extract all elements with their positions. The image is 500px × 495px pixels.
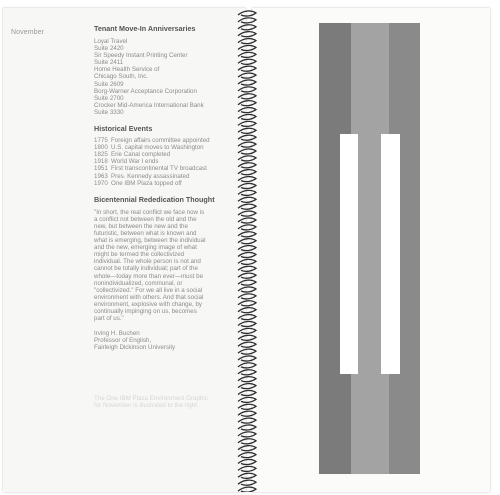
spiral-coil: [238, 321, 256, 326]
event-row: [94, 180, 240, 187]
event-text: Foreign affairs committee appointed: [111, 137, 210, 145]
quote-line: "collectivized." For we all live in a social: [94, 286, 203, 294]
spiral-coil: [238, 135, 256, 140]
quote-line: continually impinging on us, becomes: [94, 308, 197, 315]
quote-line: part of us.": [94, 315, 124, 323]
tenant-line: Borg-Warner Acceptance Corporation: [94, 87, 197, 95]
quote-line: might be termed the collectivized: [94, 251, 185, 259]
event-text: First transcontinental TV broadcast: [111, 165, 207, 173]
spiral-coil: [238, 384, 256, 389]
spiral-coil: [238, 204, 256, 209]
spiral-coil: [238, 397, 256, 402]
quote-line: new, but between the new and the: [94, 222, 188, 230]
spiral-coil: [238, 466, 256, 471]
quote-line: futuristic, between what is known and: [94, 229, 197, 237]
spiral-coil: [238, 101, 256, 106]
spiral-coil: [238, 418, 256, 423]
spiral-coil: [238, 108, 256, 113]
quote-line: what is emerging, between the individual: [94, 237, 206, 245]
spiral-coil: [238, 59, 256, 64]
event-row: [94, 151, 240, 158]
quote-line: environment, explosive with change, by: [94, 300, 202, 308]
spiral-coil: [238, 190, 256, 195]
quote-line: whole—today more than ever—must be: [94, 272, 204, 280]
spiral-coil: [238, 287, 256, 292]
spiral-coil: [238, 349, 256, 354]
event-text: Erie Canal completed: [111, 151, 171, 159]
tenant-line: Crocker Mid-America International Bank: [94, 101, 204, 109]
spiral-coil: [238, 266, 256, 271]
quote-line: nonindividualized, communal, or: [94, 279, 183, 287]
event-row: [94, 137, 240, 144]
spiral-coil: [238, 211, 256, 216]
spiral-coil: [238, 52, 256, 57]
event-row: [94, 173, 240, 180]
byline-line: Fairleigh Dickinson University: [94, 344, 176, 352]
event-year: 1775: [94, 137, 108, 145]
spiral-coil: [238, 487, 256, 492]
event-year: 1963: [94, 172, 108, 180]
tenant-line: Loyal Travel: [94, 38, 128, 45]
spiral-coil: [238, 114, 256, 119]
spiral-coil: [238, 259, 256, 264]
spiral-coil: [238, 80, 256, 85]
spiral-coil: [238, 335, 256, 340]
quote-byline: [94, 330, 240, 351]
spiral-coil: [238, 425, 256, 430]
spiral-coil: [238, 225, 256, 230]
spiral-coil: [238, 156, 256, 161]
spiral-coil: [238, 342, 256, 347]
spiral-coil: [238, 11, 256, 16]
tenant-line: Chicago South, Inc.: [94, 73, 149, 81]
byline-line: Professor of English,: [94, 337, 152, 345]
spiral-coil: [238, 453, 256, 458]
white-bar-right: [381, 134, 400, 374]
quote-line: and the new, emerging image of what: [94, 244, 197, 252]
spiral-coil: [238, 87, 256, 92]
byline-line: Irving H. Buchen: [94, 330, 140, 338]
month-label: November: [11, 29, 45, 36]
spiral-coil: [238, 356, 256, 361]
quote-line: environment with others. And that social: [94, 293, 204, 301]
event-text: One IBM Plaza topped off: [111, 179, 182, 187]
history-heading: Historical Events: [94, 124, 153, 134]
tenant-line: Suite 2420: [94, 45, 124, 53]
tenant-line: Suite 2411: [94, 59, 124, 67]
spiral-coil: [238, 197, 256, 202]
spiral-coil: [238, 301, 256, 306]
white-bar-left: [340, 134, 358, 374]
spiral-coil: [238, 459, 256, 464]
spiral-coil: [238, 446, 256, 451]
spiral-coil: [238, 404, 256, 409]
tenant-line: Suite 2609: [94, 80, 124, 88]
right-page: [252, 8, 490, 492]
spiral-coil: [238, 170, 256, 175]
spiral-coil: [238, 246, 256, 251]
thought-heading: Bicentennial Rededication Thought: [94, 194, 215, 204]
event-year: 1918: [94, 158, 108, 166]
spiral-coil: [238, 480, 256, 485]
quote-line: cannot be totally individual; part of the: [94, 265, 198, 273]
event-row: [94, 158, 240, 165]
event-row: [94, 144, 240, 151]
tenant-line: Suite 3330: [94, 108, 124, 116]
spiral-coil: [238, 370, 256, 375]
event-list: [94, 137, 240, 187]
tenants-heading: Tenant Move-In Anniversaries: [94, 24, 196, 33]
spiral-coil: [238, 73, 256, 78]
left-page: [3, 8, 246, 492]
spiral-coil: [238, 232, 256, 237]
spiral-coil: [238, 25, 256, 30]
spiral-binding: [234, 8, 260, 492]
spiral-coil: [238, 239, 256, 244]
spiral-coil: [238, 308, 256, 313]
event-year: 1825: [94, 151, 108, 159]
event-year: 1970: [94, 179, 108, 187]
spiral-coil: [238, 218, 256, 223]
tenant-line: Home Health Service of: [94, 66, 160, 74]
footer-note: [94, 395, 240, 409]
spiral-coil: [238, 252, 256, 257]
spiral-coil: [238, 377, 256, 382]
spiral-coil: [238, 315, 256, 320]
spiral-coil: [238, 94, 256, 99]
spiral-coil: [238, 294, 256, 299]
spiral-coil: [238, 45, 256, 50]
tenant-line: Suite 2700: [94, 94, 124, 102]
event-row: [94, 165, 240, 172]
quote-line: "In short, the real conflict we face now is: [94, 208, 205, 216]
spiral-coil: [238, 280, 256, 285]
event-year: 1951: [94, 165, 108, 173]
spiral-coil: [238, 363, 256, 368]
spiral-coil: [238, 149, 256, 154]
spiral-coil: [238, 32, 256, 37]
quote-line: a conflict not between the old and the: [94, 215, 197, 223]
footer-line: for November is illustrated to the right.: [94, 402, 199, 410]
spiral-coil: [238, 163, 256, 168]
spiral-coil: [238, 328, 256, 333]
event-text: Pres. Kennedy assassinated: [111, 172, 190, 180]
spiral-coil: [238, 177, 256, 182]
event-year: 1800: [94, 144, 108, 152]
environment-graphic: [319, 23, 420, 474]
spiral-coil: [238, 473, 256, 478]
footer-line: The One IBM Plaza Environment Graphic: [94, 395, 208, 403]
spiral-coil: [238, 411, 256, 416]
quote-text: [94, 209, 240, 323]
spiral-coil: [238, 273, 256, 278]
spiral-coil: [238, 439, 256, 444]
spiral-coil: [238, 183, 256, 188]
tenant-list: [94, 38, 240, 116]
spiral-coil: [238, 39, 256, 44]
spiral-coil: [238, 66, 256, 71]
event-text: World War I ends: [111, 158, 159, 166]
spiral-coil: [238, 18, 256, 23]
quote-line: individual. The whole person is not and: [94, 258, 201, 266]
spiral-coil: [238, 121, 256, 126]
tenant-line: Sir Speedy Instant Printing Center: [94, 52, 188, 60]
spiral-coil: [238, 390, 256, 395]
spiral-coil: [238, 142, 256, 147]
event-text: U.S. capital moves to Washington: [111, 144, 204, 152]
spiral-coil: [238, 432, 256, 437]
spiral-coil: [238, 128, 256, 133]
content-column: [94, 24, 240, 409]
